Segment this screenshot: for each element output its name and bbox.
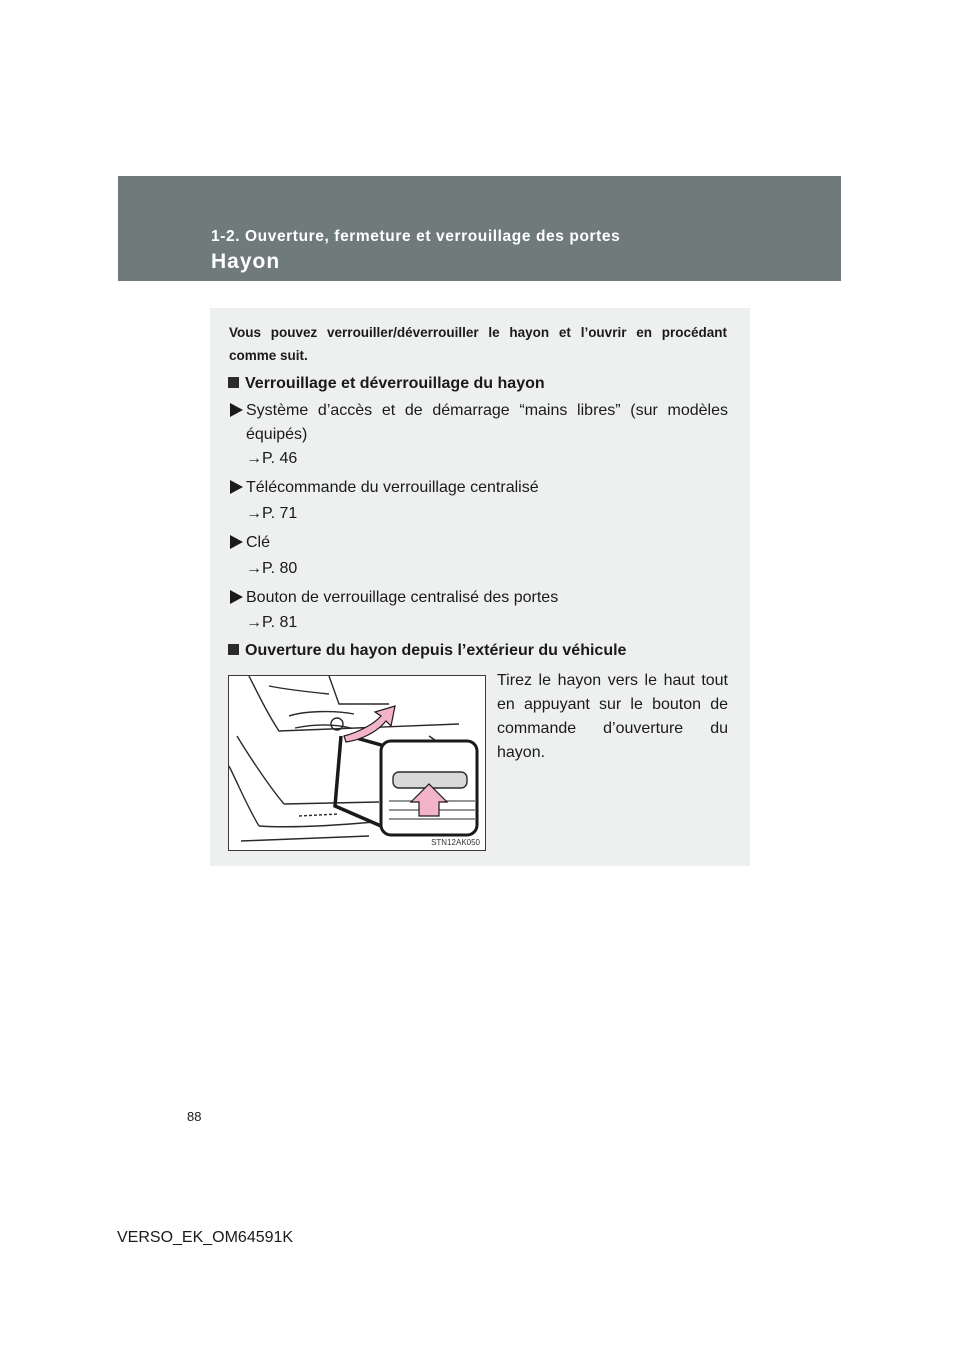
illustration-code: STN12AK050 [431,838,480,847]
page-reference[interactable] [246,450,297,468]
content-panel [210,308,750,866]
open-heading [228,642,626,660]
intro-text: Vous pouvez verrouiller/déverrouiller le hayon et l’ouvrir en procédant comme suit. [229,325,727,363]
ref-arrow-icon: → [246,450,262,467]
list-item-label: Clé [246,534,271,551]
document-code: VERSO_EK_OM64591K [117,1229,294,1246]
triangle-bullet-icon [230,403,243,417]
ref-arrow-icon: → [246,614,262,631]
triangle-bullet-icon [230,480,243,494]
list-item [230,531,728,555]
list-item-label: Bouton de verrouillage centralisé des portes [246,589,559,606]
ref-arrow-icon: → [246,560,262,577]
list-item [230,586,728,610]
car-rear-drawing [229,676,485,850]
page-reference[interactable] [246,505,297,523]
lock-heading [228,375,545,393]
open-heading-label: Ouverture du hayon depuis l’extérieur du véhicule [245,642,627,659]
header-band [118,176,841,281]
list-item [230,399,728,447]
tailgate-illustration [228,675,486,851]
page-title: Hayon [211,250,281,273]
ref-label: P. 80 [262,560,298,577]
ref-label: P. 81 [262,614,298,631]
list-item-label: Système d’accès et de démarrage “mains libres” (sur modèles équipés) [246,402,728,443]
page-number: 88 [187,1109,202,1124]
square-bullet-icon [228,644,239,655]
open-instructions: Tirez le hayon vers le haut tout en appuyant sur le bouton de commande d’ouverture du hayon. [497,672,728,761]
ref-label: P. 71 [262,505,298,522]
list-item-label: Télécommande du verrouillage centralisé [246,479,539,496]
section-title: 1-2. Ouverture, fermeture et verrouillage des portes [211,228,621,245]
triangle-bullet-icon [230,535,243,549]
lift-arrow-icon [344,706,395,742]
square-bullet-icon [228,377,239,388]
page-reference[interactable] [246,560,297,578]
page-reference[interactable] [246,614,297,632]
list-item [230,476,728,500]
ref-label: P. 46 [262,450,298,467]
lock-heading-label: Verrouillage et déverrouillage du hayon [245,375,545,392]
triangle-bullet-icon [230,590,243,604]
ref-arrow-icon: → [246,505,262,522]
